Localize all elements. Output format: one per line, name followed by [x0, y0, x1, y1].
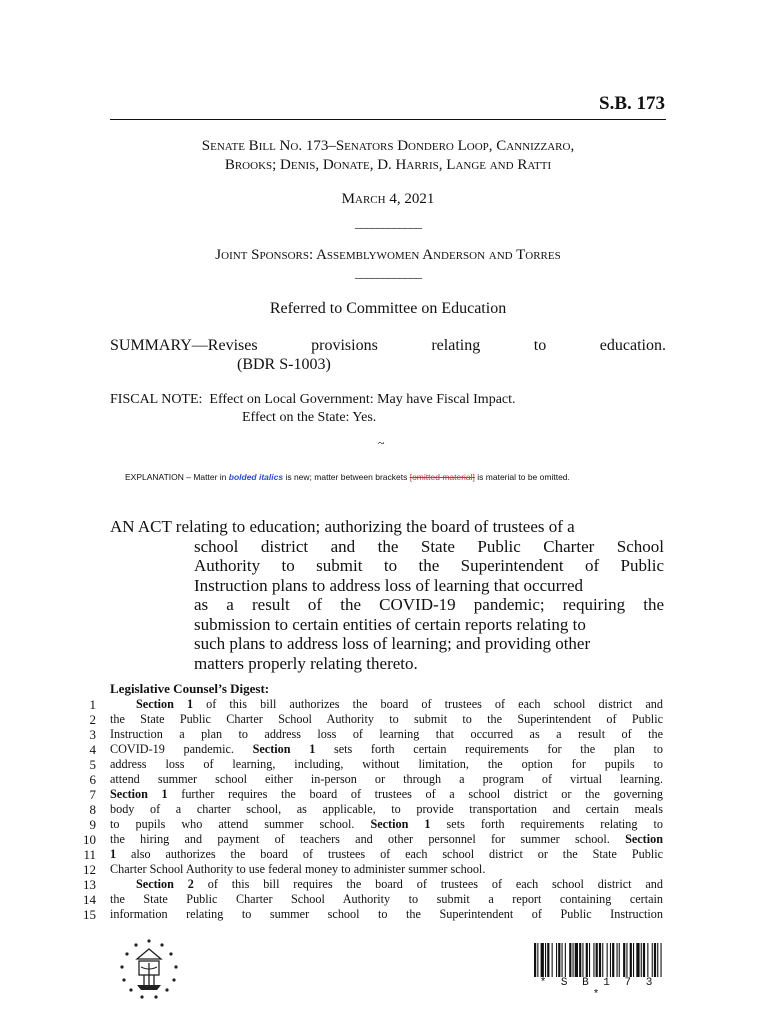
explanation-suffix: is material to be omitted. [474, 472, 570, 482]
section-separator: ~ [378, 436, 385, 450]
digest-line: Charter School Authority to use federal money to administer summer school. [110, 862, 486, 876]
line-number: 4 [89, 742, 96, 757]
digest-line: COVID-19 pandemic. Section 1 sets forth certain requirements for the plan to [110, 742, 663, 756]
fiscal-note-line-2: Effect on the State: Yes. [242, 410, 377, 425]
sponsors-line-1: Senate Bill No. 173–Senators Dondero Loop, Cannizzaro, [201, 138, 575, 154]
digest-line: Instruction a plan to address loss of learning that occurred as a result of the [110, 727, 663, 741]
digest-title: Legislative Counsel’s Digest: [110, 681, 270, 696]
explanation-new-label: bolded italics [228, 472, 284, 482]
fiscal-note [110, 391, 516, 427]
summary-word: to [533, 337, 547, 354]
line-number: 7 [89, 787, 96, 802]
line-number: 5 [89, 757, 96, 772]
act-line: school district and the State Public Charter School [194, 536, 664, 556]
digest-line: address loss of learning, including, without limitation, the option for pupils to [110, 757, 663, 771]
summary-word: provisions [311, 337, 378, 354]
introduction-date: March 4, 2021 [341, 191, 435, 207]
nevada-seal-icon [117, 937, 181, 1001]
digest-line: Section 1 further requires the board of trustees of a school district or the governing [110, 787, 663, 801]
digest-line: body of a charter school, as applicable, to provide transportation and certain meals [110, 802, 663, 816]
line-number: 10 [83, 832, 96, 847]
act-line: matters properly relating thereto. [194, 653, 418, 673]
explanation-prefix: EXPLANATION – Matter in [125, 472, 229, 482]
line-number: 11 [83, 847, 96, 862]
digest-line: information relating to summer school to the Superintendent of Public Instruction [110, 907, 663, 921]
divider-line: ____________ [355, 265, 421, 280]
explanation-note [125, 472, 570, 482]
digest-line: Section 2 of this bill requires the board of trustees of each school district and [136, 877, 663, 891]
line-number: 6 [89, 772, 96, 787]
act-line: AN ACT relating to education; authorizing the board of trustees of a [110, 517, 575, 536]
line-number: 15 [83, 907, 96, 922]
summary-word: relating [431, 337, 481, 354]
line-number: 3 [89, 727, 96, 742]
barcode-text: * S B 1 7 3 * [531, 977, 665, 1001]
summary-word: education. [599, 337, 666, 354]
act-line: Authority to submit to the Superintendent of Public [194, 556, 664, 575]
joint-sponsors: Joint Sponsors: Assemblywomen Anderson and Torres [215, 247, 561, 263]
sponsors-line-2: Brooks; Denis, Donate, D. Harris, Lange and Ratti [224, 157, 552, 173]
act-title [110, 517, 664, 673]
explanation-middle: is new; matter between brackets [283, 472, 410, 482]
line-number: 1 [89, 697, 96, 712]
summary-block [110, 337, 666, 375]
act-line: such plans to address loss of learning; and providing other [194, 634, 591, 653]
bdr-number: (BDR S-1003) [237, 356, 331, 373]
header-rule [110, 119, 666, 120]
line-number: 8 [89, 802, 96, 817]
digest-line: to pupils who attend summer school. Section 1 sets forth requirements relating to [110, 817, 664, 831]
act-line: Instruction plans to address loss of learning that occurred [194, 575, 584, 595]
summary-line [110, 337, 666, 355]
digest-line: Section 1 of this bill authorizes the board of trustees of each school district and [136, 697, 663, 711]
digest-line: 1 also authorizes the board of trustees of each school district or the State Public [110, 847, 663, 861]
act-line: as a result of the COVID-19 pandemic; requiring the [194, 595, 664, 614]
explanation-omit-label: [omitted material] [409, 472, 475, 482]
digest-line: the State Public Charter School Authority to submit to the Superintendent of Public [110, 712, 663, 726]
line-number: 9 [89, 817, 96, 832]
sponsors-block [110, 137, 666, 175]
line-number: 13 [83, 877, 96, 892]
line-number: 14 [83, 892, 96, 907]
digest-line: the hiring and payment of teachers and other personnel for summer school. Section [110, 832, 663, 846]
line-numbers [72, 697, 96, 922]
digest-line: attend summer school either in-person or through a program of virtual learning. [110, 772, 663, 786]
line-number: 2 [89, 712, 96, 727]
divider-line: ____________ [355, 215, 421, 230]
line-number: 12 [83, 862, 96, 877]
fiscal-note-line-1: FISCAL NOTE: Effect on Local Government: May have Fiscal Impact. [110, 392, 516, 407]
summary-word: SUMMARY—Revises [110, 337, 258, 354]
digest-line: the State Public Charter School Authority to submit a report containing certain [110, 892, 663, 906]
act-line: submission to certain entities of certain reports relating to [194, 614, 586, 634]
committee-referral: Referred to Committee on Education [269, 300, 507, 317]
digest-body [110, 697, 663, 922]
bill-number: S.B. 173 [599, 93, 665, 114]
